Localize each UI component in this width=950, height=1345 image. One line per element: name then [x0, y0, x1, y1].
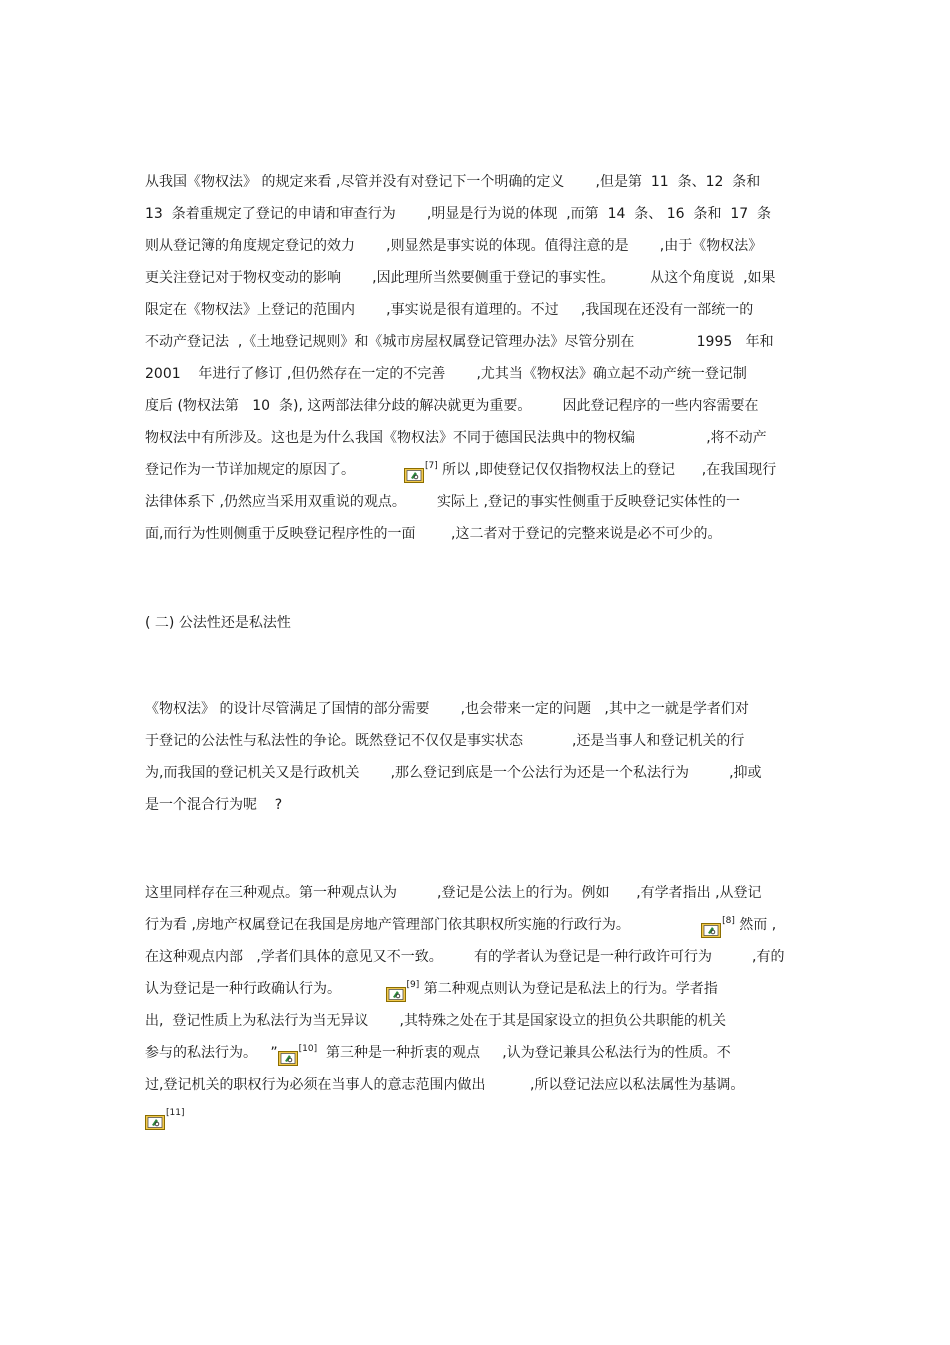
text-segment: 认为登记是一种行政确认行为。: [145, 981, 386, 997]
text-segment: 《物权法》 的设计尽管满足了国情的部分需要 ,也会带来一定的问题 ,其中之一就是学者们对: [145, 701, 749, 717]
footnote-link-icon[interactable]: [404, 463, 424, 478]
text-line: [145, 262, 810, 294]
text-segment: 法律体系下 ,仍然应当采用双重说的观点。 实际上 ,登记的事实性侧重于反映登记实体性的一: [145, 494, 740, 510]
footnote-number: [9]: [406, 980, 420, 991]
text-segment: 然而 ,: [734, 917, 777, 933]
text-segment: 面,而行为性则侧重于反映登记程序性的一面 ,这二者对于登记的完整来说是必不可少的。: [145, 526, 722, 542]
text-line: [145, 230, 810, 262]
text-segment: 13 条着重规定了登记的申请和审查行为 ,明显是行为说的体现 ,而第 14 条、 16 条和 17 条: [145, 206, 772, 222]
text-segment: 度后 (物权法第 10 条), 这两部法律分歧的解决就更为重要。 因此登记程序的一些内容需要在: [145, 398, 759, 414]
footnote-reference[interactable]: [278, 1037, 317, 1069]
footnote-number: [10]: [298, 1044, 318, 1055]
section-heading: ( 二) 公法性还是私法性: [145, 615, 291, 631]
text-segment: 在这种观点内部 ,学者们具体的意见又不一致。 有的学者认为登记是一种行政许可行为 ,有的: [145, 949, 785, 965]
text-segment: 出, 登记性质上为私法行为当无异议 ,其特殊之处在于其是国家设立的担负公共职能的机关: [145, 1013, 726, 1029]
text-line: [145, 486, 810, 518]
text-segment: 第三种是一种折衷的观点 ,认为登记兼具公私法行为的性质。不: [317, 1045, 731, 1061]
text-segment: 行为看 ,房地产权属登记在我国是房地产管理部门依其职权所实施的行政行为。: [145, 917, 702, 933]
text-line: [145, 326, 810, 358]
text-line: [145, 1037, 810, 1069]
text-line: [145, 1005, 810, 1037]
footnote-reference[interactable]: [404, 454, 438, 486]
footnote-number: [11]: [166, 1108, 185, 1119]
text-segment: 登记作为一节详加规定的原因了。: [145, 462, 404, 478]
footnote-reference[interactable]: [386, 973, 420, 1005]
text-segment: 物权法中有所涉及。这也是为什么我国《物权法》不同于德国民法典中的物权编 ,将不动产: [145, 430, 767, 446]
text-segment: 于登记的公法性与私法性的争论。既然登记不仅仅是事实状态 ,还是当事人和登记机关的行: [145, 733, 745, 749]
text-segment: 所以 ,即使登记仅仅指物权法上的登记 ,在我国现行: [437, 462, 777, 478]
text-segment: 更关注登记对于物权变动的影响 ,因此理所当然要侧重于登记的事实性。 从这个角度说 ,如果: [145, 270, 776, 286]
text-segment: 这里同样存在三种观点。第一种观点认为 ,登记是公法上的行为。例如 ,有学者指出 ,从登记: [145, 885, 762, 901]
paragraph-public-private-debate: [145, 693, 810, 821]
text-segment: 从我国《物权法》 的规定来看 ,尽管并没有对登记下一个明确的定义 ,但是第 11 条、12 条和: [145, 174, 761, 190]
text-segment: 不动产登记法 ,《土地登记规则》和《城市房屋权属登记管理办法》尽管分别在 1995 年和: [145, 334, 774, 350]
text-line: [145, 358, 810, 390]
paragraph-three-views: [145, 877, 810, 1133]
footnote-link-icon[interactable]: [145, 1110, 165, 1125]
paragraph-registration-dual-nature: [145, 166, 810, 550]
text-line: [145, 877, 810, 909]
text-line: [145, 725, 810, 757]
text-line: [145, 294, 810, 326]
text-line: [145, 1101, 810, 1133]
text-segment: 过,登记机关的职权行为必须在当事人的意志范围内做出 ,所以登记法应以私法属性为基调。: [145, 1077, 745, 1093]
text-segment: 参与的私法行为。 ”: [145, 1045, 278, 1061]
text-line: [145, 941, 810, 973]
text-line: [145, 789, 810, 821]
text-line: [145, 198, 810, 230]
footnote-reference[interactable]: [701, 909, 735, 941]
text-segment: 2001 年进行了修订 ,但仍然存在一定的不完善 ,尤其当《物权法》确立起不动产统一登记制: [145, 366, 747, 382]
text-line: [145, 390, 810, 422]
text-line: [145, 909, 810, 941]
text-line: [145, 1069, 810, 1101]
footnote-link-icon[interactable]: [386, 982, 406, 997]
text-line: [145, 973, 810, 1005]
text-segment: 第二种观点则认为登记是私法上的行为。学者指: [419, 981, 718, 997]
text-segment: 为,而我国的登记机关又是行政机关 ,那么登记到底是一个公法行为还是一个私法行为 ,抑或: [145, 765, 762, 781]
text-segment: 则从登记簿的角度规定登记的效力 ,则显然是事实说的体现。值得注意的是 ,由于《物权法》: [145, 238, 763, 254]
text-line: [145, 166, 810, 198]
text-segment: 限定在《物权法》上登记的范围内 ,事实说是很有道理的。不过 ,我国现在还没有一部统一的: [145, 302, 754, 318]
text-line: [145, 422, 810, 454]
text-line: [145, 454, 810, 486]
text-segment: 是一个混合行为呢 ?: [145, 797, 283, 813]
footnote-reference[interactable]: [145, 1101, 184, 1133]
text-line: [145, 757, 810, 789]
footnote-link-icon[interactable]: [701, 918, 721, 933]
text-line: [145, 518, 810, 550]
footnote-link-icon[interactable]: [278, 1046, 298, 1061]
text-line: [145, 693, 810, 725]
footnote-number: [8]: [722, 916, 735, 927]
footnote-number: [7]: [424, 461, 438, 472]
